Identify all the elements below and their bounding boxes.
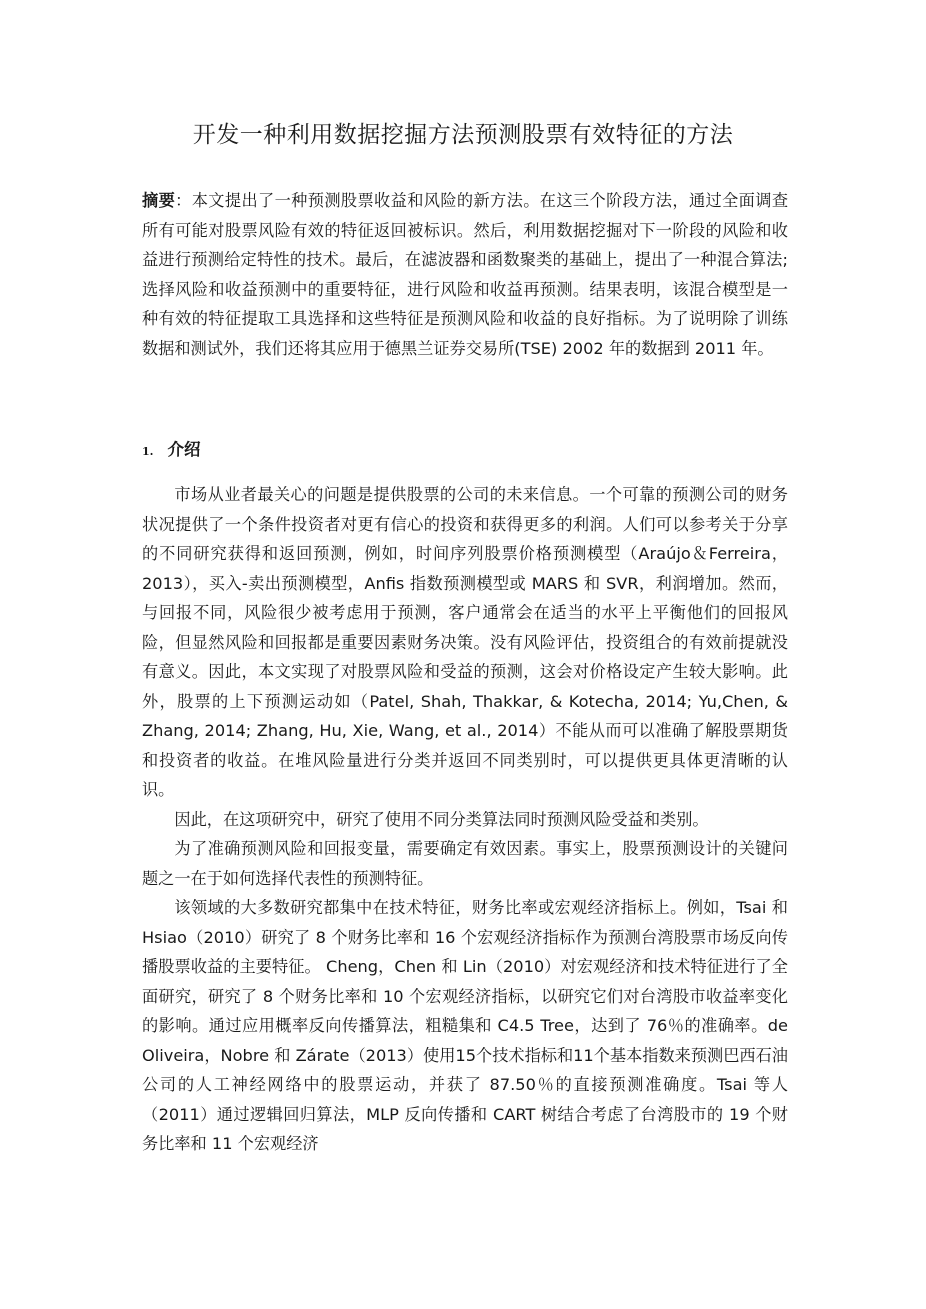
section-number: 1. bbox=[142, 445, 154, 458]
paragraph: 因此，在这项研究中，研究了使用不同分类算法同时预测风险受益和类别。 bbox=[174, 809, 709, 829]
paper-title: 开发一种利用数据挖掘方法预测股票有效特征的方法 bbox=[192, 122, 734, 148]
abstract-text: ：本文提出了一种预测股票收益和风险的新方法。在这三个阶段方法，通过全面调查所有可能对股票风险有效的特征返回被标识。然后，利用数据挖掘对下一阶段的风险和收益进行预测给定特性的技术。最后，在滤波器和函数聚类的基础上，提出了一种混合算法; 选择风险和收益预测中的重要特征，进行风险和收益再预测。结果表明，该混合模型是一种有效的特征提取工具选择和这些特征是预测风险和收益的良好指标。为了说明除了训练数据和测试外，我们还将其应用于德黑兰证券交易所(TSE) 2002 年的数据到 2011 年。 bbox=[142, 191, 789, 358]
paragraph: 该领域的大多数研究都集中在技术特征，财务比率或宏观经济指标上。例如，Tsai 和 Hsiao（2010）研究了 8 个财务比率和 16 个宏观经济指标作为预测台湾股票市场反向传播股票收益的主要特征。 Cheng，Chen 和 Lin（2010）对宏观经济和技术特征进行了全面研究，研究了 8 个财务比率和 10 个宏观经济指标，以研究它们对台湾股市收益率变化的影响。通过应用概率反向传播算法，粗糙集和 C4.5 Tree，达到了 76％的准确率。de Oliveira，Nobre 和 Zárate（2013）使用15个技术指标和11个基本指数来预测巴西石油公司的人工神经网络中的股票运动，并获了 87.50％的直接预测准确度。Tsai 等人（2011）通过逻辑回归算法，MLP 反向传播和 CART 树结合考虑了台湾股市的 19 个财务比率和 11 个宏观经济 bbox=[142, 898, 788, 1153]
paragraph: 为了准确预测风险和回报变量，需要确定有效因素。事实上，股票预测设计的关键问题之一在于如何选择代表性的预测特征。 bbox=[142, 839, 788, 888]
section-heading-introduction bbox=[142, 435, 788, 467]
abstract-label: 摘要 bbox=[142, 191, 176, 210]
introduction-body bbox=[142, 480, 788, 1159]
section-title: 介绍 bbox=[167, 440, 201, 459]
abstract bbox=[142, 186, 788, 363]
paragraph: 市场从业者最关心的问题是提供股票的公司的未来信息。一个可靠的预测公司的财务状况提供了一个条件投资者对更有信心的投资和获得更多的利润。人们可以参考关于分享的不同研究获得和返回预测，例如，时间序列股票价格预测模型（Araújo＆Ferreira，2013），买入-卖出预测模型，Anfis 指数预测模型或 MARS 和 SVR，利润增加。然而，与回报不同，风险很少被考虑用于预测，客户通常会在适当的水平上平衡他们的回报风险，但显然风险和回报都是重要因素财务决策。没有风险评估，投资组合的有效前提就没有意义。因此，本文实现了对股票风险和受益的预测，这会对价格设定产生较大影响。此外，股票的上下预测运动如（Patel, Shah, Thakkar, & Kotecha, 2014; Yu,Chen, & Zhang, 2014; Zhang, Hu, Xie, Wang, et al., 2014）不能从而可以准确了解股票期货和投资者的收益。在堆风险量进行分类并返回不同类别时，可以提供更具体更清晰的认识。 bbox=[142, 485, 788, 799]
